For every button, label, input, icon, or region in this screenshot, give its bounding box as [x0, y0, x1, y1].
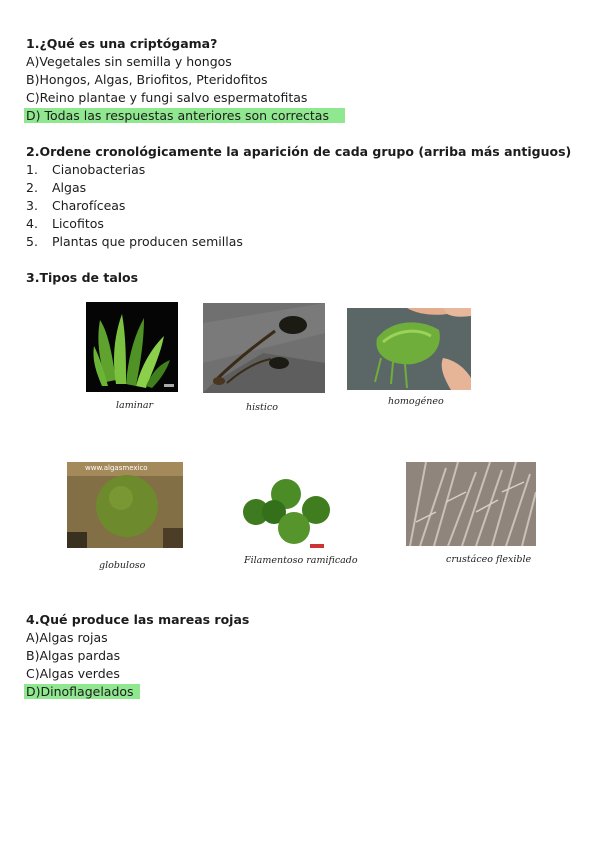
q1-option-c: C)Reino plantae y fungi salvo espermatofitas [26, 90, 308, 105]
q2-item: 1. Cianobacterias [26, 162, 146, 177]
filamentoso-thallus-image [216, 452, 376, 548]
caption-globuloso: globuloso [99, 560, 146, 571]
caption-histico: histico [246, 402, 278, 413]
q2-item: 2. Algas [26, 180, 87, 195]
q4-option-c: C)Algas verdes [26, 666, 120, 681]
globuloso-thallus-image [67, 462, 183, 548]
q2-item: 5. Plantas que producen semillas [26, 234, 243, 249]
question-4 [26, 611, 249, 701]
q1-option-a: A)Vegetales sin semilla y hongos [26, 54, 232, 69]
caption-crustaceo: crustáceo flexible [446, 554, 532, 565]
question-3-title: 3.Tipos de talos [26, 270, 139, 285]
question-4-title: 4.Qué produce las mareas rojas [26, 612, 250, 627]
q2-item: 3. Charofíceas [26, 198, 126, 213]
question-3 [26, 269, 138, 287]
crustaceo-thallus-image [406, 462, 536, 546]
question-2-title: 2.Ordene cronológicamente la aparición de cada grupo (arriba más antiguos) [26, 144, 572, 159]
q1-option-b: B)Hongos, Algas, Briofitos, Pteridofitos [26, 72, 268, 87]
question-1-title: 1.¿Qué es una criptógama? [26, 36, 218, 51]
watermark-text: www.algasmexico [85, 464, 148, 472]
q2-item: 4. Licofitos [26, 216, 104, 231]
q1-option-d-highlighted: D) Todas las respuestas anteriores son correctas [24, 108, 345, 123]
q4-option-d-highlighted: D)Dinoflagelados [24, 684, 140, 699]
homogeneo-thallus-image [347, 308, 471, 390]
caption-filamentoso: Filamentoso ramificado [244, 555, 358, 566]
q4-option-a: A)Algas rojas [26, 630, 108, 645]
q4-option-b: B)Algas pardas [26, 648, 121, 663]
question-2 [26, 143, 571, 251]
caption-homogeneo: homogéneo [388, 396, 444, 407]
laminar-thallus-image [86, 302, 178, 392]
histico-thallus-image [203, 303, 325, 393]
question-1 [26, 35, 345, 125]
caption-laminar: laminar [116, 400, 154, 411]
